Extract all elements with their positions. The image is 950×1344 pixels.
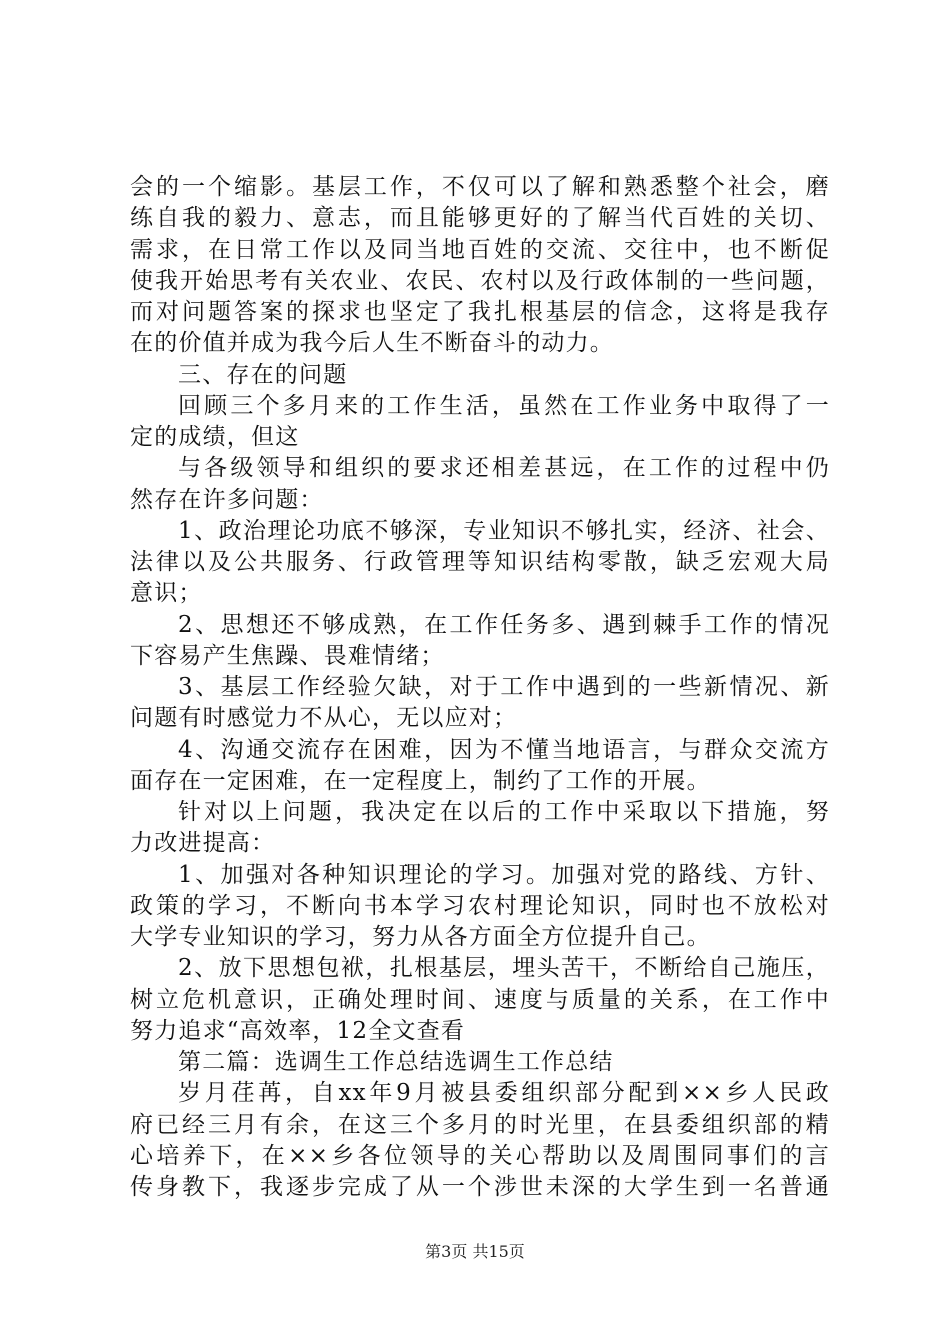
list-item-line: 树立危机意识，正确处理时间、速度与质量的关系，在工作中 <box>130 987 830 1013</box>
paragraph-line: 定的成绩，但这 <box>130 424 300 450</box>
list-item-line: 3、基层工作经验欠缺，对于工作中遇到的一些新情况、新 <box>178 674 830 700</box>
list-item-line: 1、政治理论功底不够深，专业知识不够扎实，经济、社会、 <box>178 518 830 544</box>
paragraph-line: 练自我的毅力、意志，而且能够更好的了解当代百姓的关切、 <box>130 205 830 231</box>
list-item-line: 意识； <box>130 580 203 606</box>
list-item-line: 努力追求“高效率，12全文查看 <box>130 1018 466 1044</box>
paragraph-line: 心培养下，在××乡各位领导的关心帮助以及周围同事们的言 <box>130 1143 830 1169</box>
list-item-line: 面存在一定困难，在一定程度上，制约了工作的开展。 <box>130 768 711 794</box>
paragraph-line: 需求，在日常工作以及同当地百姓的交流、交往中，也不断促 <box>130 237 830 263</box>
paragraph-line: 力改进提高： <box>130 830 276 856</box>
list-item-line: 问题有时感觉力不从心，无以应对； <box>130 705 518 731</box>
paragraph-line: 在的价值并成为我今后人生不断奋斗的动力。 <box>130 330 614 356</box>
paragraph-line: 府已经三月有余，在这三个多月的时光里，在县委组织部的精 <box>130 1112 830 1138</box>
list-item-line: 政策的学习，不断向书本学习农村理论知识，同时也不放松对 <box>130 893 830 919</box>
paragraph-line: 然存在许多问题： <box>130 487 324 513</box>
list-item-line: 大学专业知识的学习，努力从各方面全方位提升自己。 <box>130 924 711 950</box>
paragraph-line: 使我开始思考有关农业、农民、农村以及行政体制的一些问题， <box>130 268 830 294</box>
page-number: 第3页 共15页 <box>425 1242 525 1261</box>
section-heading: 三、存在的问题 <box>178 362 348 388</box>
section-heading: 第二篇：选调生工作总结选调生工作总结 <box>178 1049 614 1075</box>
list-item-line: 2、放下思想包袱，扎根基层，埋头苦干，不断给自己施压， <box>178 955 830 981</box>
list-item-line: 4、沟通交流存在困难，因为不懂当地语言，与群众交流方 <box>178 737 830 763</box>
paragraph-line: 针对以上问题，我决定在以后的工作中采取以下措施，努 <box>178 799 830 825</box>
list-item-line: 2、思想还不够成熟，在工作任务多、遇到棘手工作的情况 <box>178 612 830 638</box>
paragraph-line: 传身教下，我逐步完成了从一个涉世未深的大学生到一名普通 <box>130 1174 830 1200</box>
list-item-line: 法律以及公共服务、行政管理等知识结构零散，缺乏宏观大局 <box>130 549 830 575</box>
paragraph-line: 而对问题答案的探求也坚定了我扎根基层的信念，这将是我存 <box>130 299 830 325</box>
paragraph-line: 岁月荏苒，自xx年9月被县委组织部分配到××乡人民政 <box>178 1080 830 1106</box>
paragraph-line: 回顾三个多月来的工作生活，虽然在工作业务中取得了一 <box>178 393 830 419</box>
list-item-line: 下容易产生焦躁、畏难情绪； <box>130 643 445 669</box>
paragraph-line: 会的一个缩影。基层工作，不仅可以了解和熟悉整个社会，磨 <box>130 174 830 200</box>
list-item-line: 1、加强对各种知识理论的学习。加强对党的路线、方针、 <box>178 862 830 888</box>
paragraph-line: 与各级领导和组织的要求还相差甚远，在工作的过程中仍 <box>178 455 830 481</box>
